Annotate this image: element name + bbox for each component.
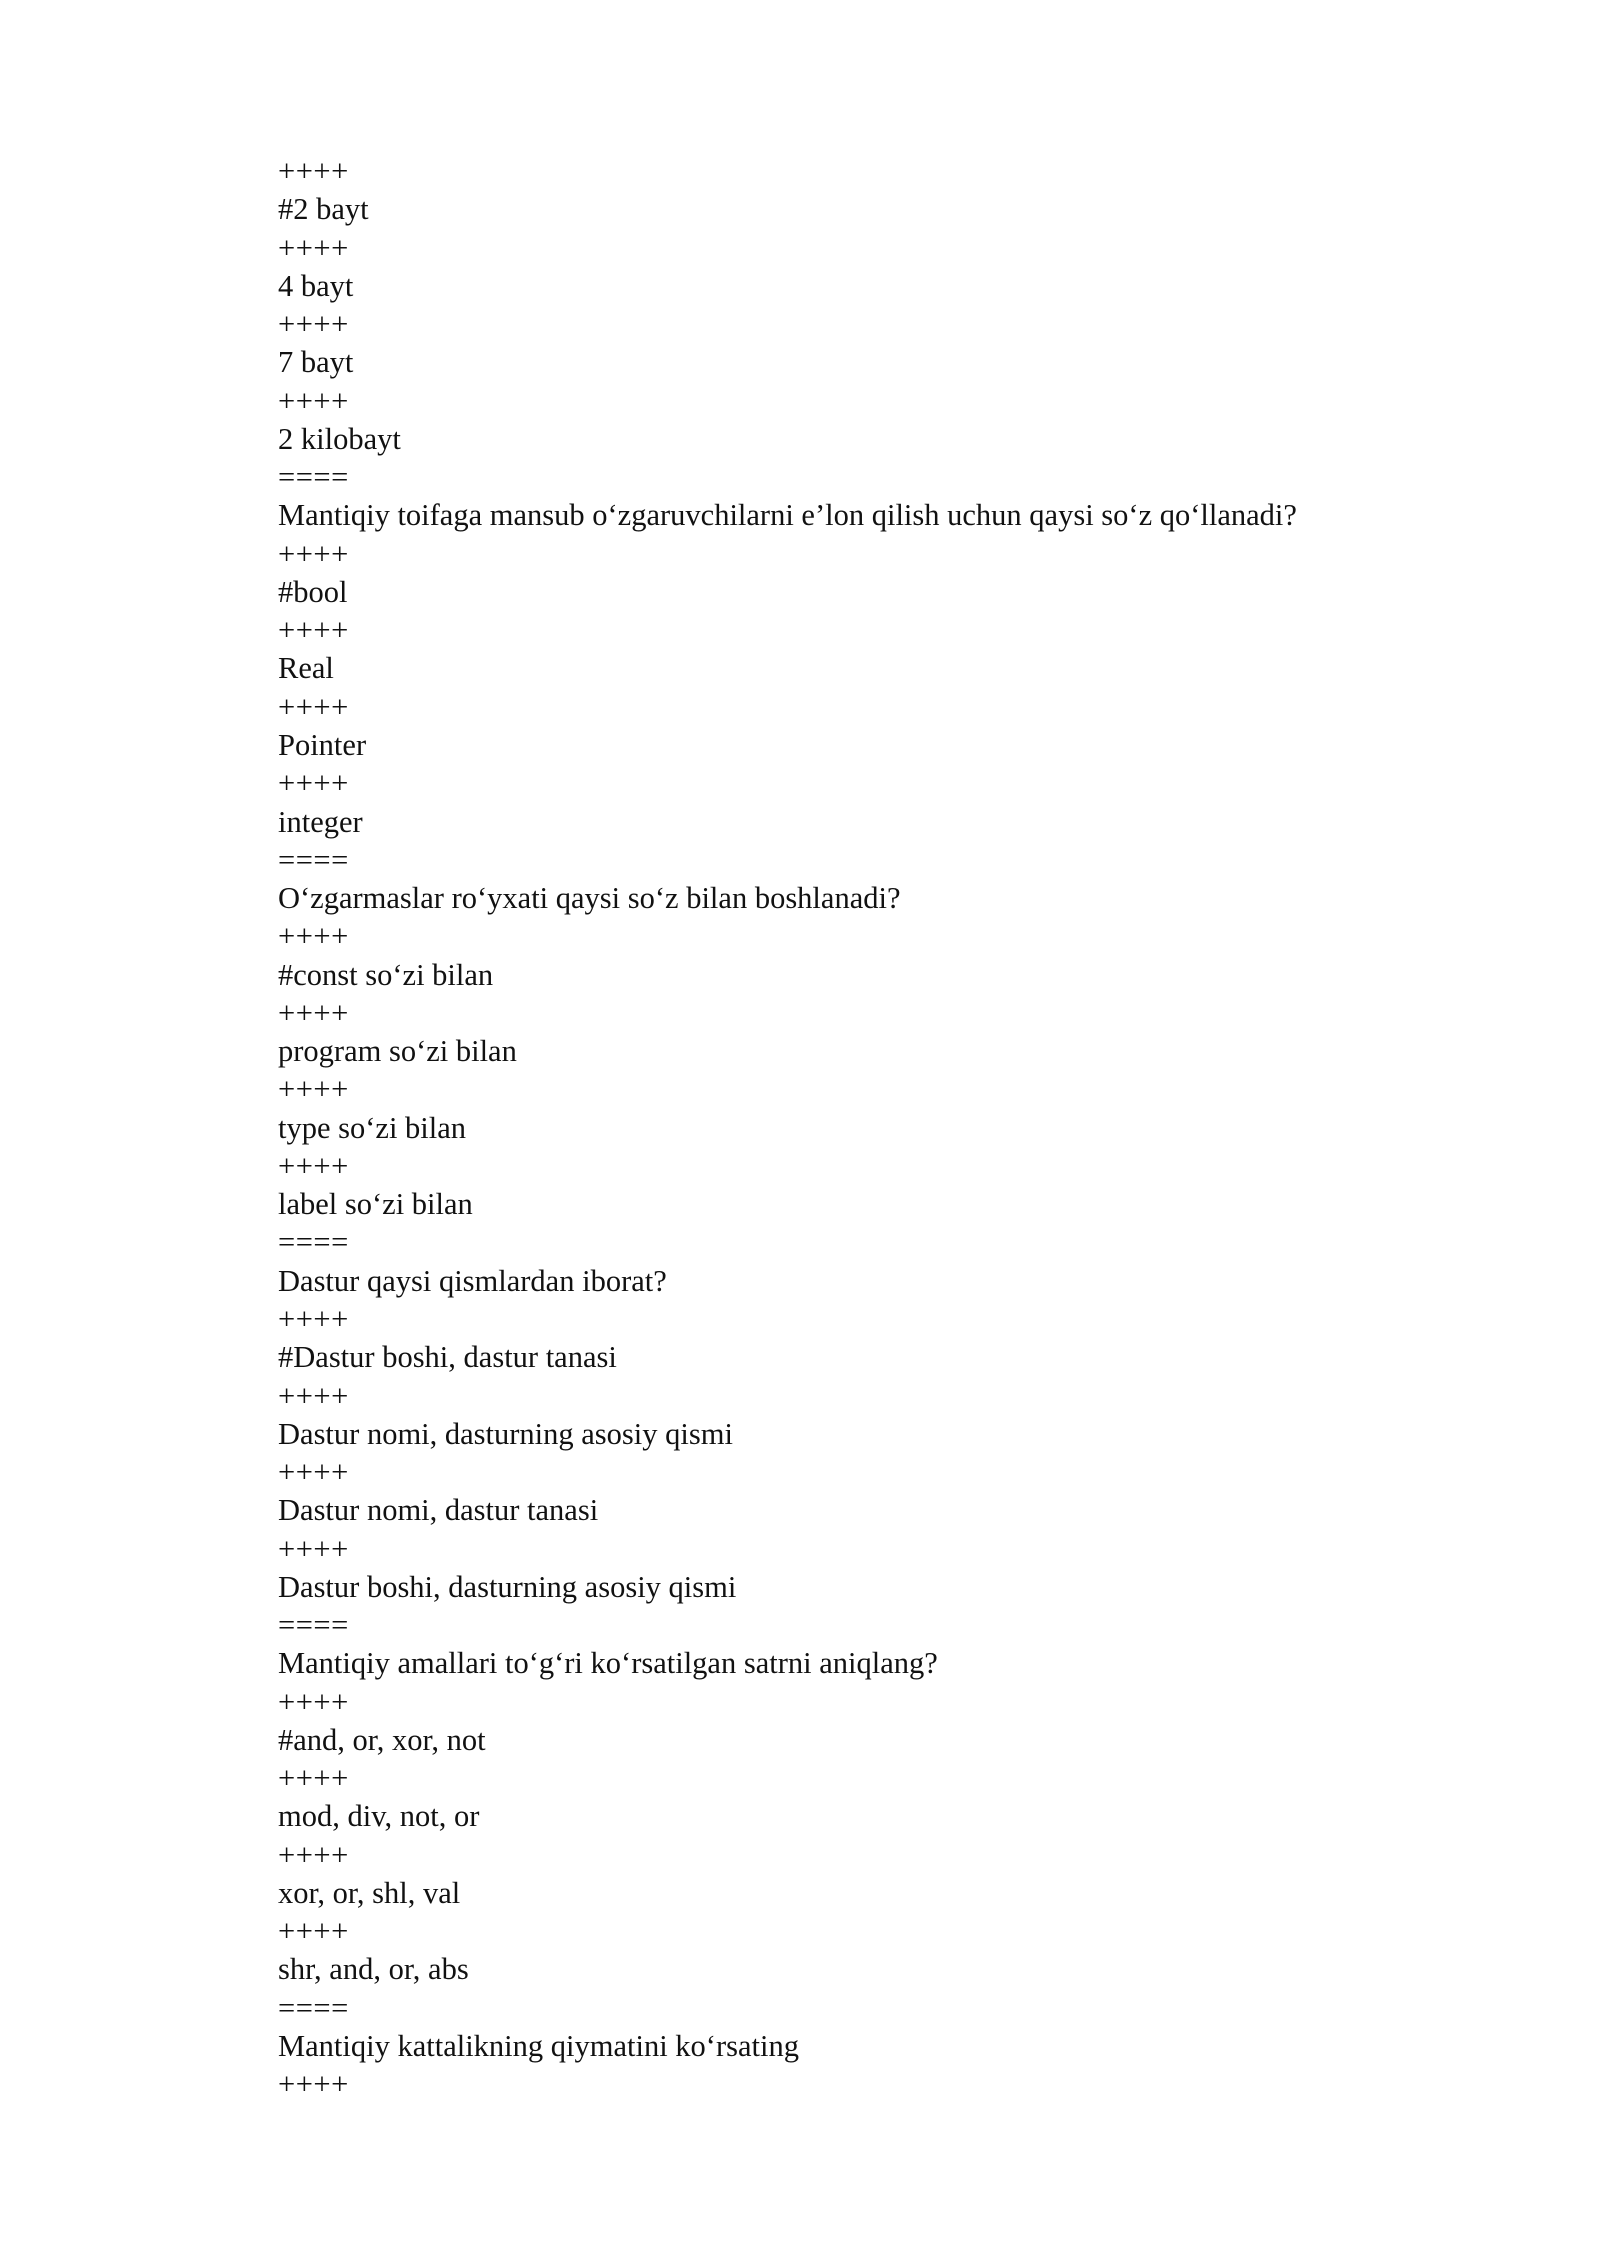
option-separator: ++++ [278, 383, 349, 418]
option-separator: ++++ [278, 919, 349, 954]
option-separator: ++++ [278, 613, 349, 648]
option-separator: ++++ [278, 536, 349, 571]
option-separator: ++++ [278, 1455, 349, 1490]
text-line: Mantiqiy kattalikning qiymatini ko‘rsating [278, 2029, 799, 2064]
text-line: 2 kilobayt [278, 421, 401, 456]
text-line: type so‘zi bilan [278, 1110, 467, 1145]
text-line: Pointer [278, 727, 367, 762]
text-line: O‘zgarmaslar ro‘yxati qaysi so‘z bilan boshlanadi? [278, 881, 901, 916]
correct-answer-line: #2 bayt [278, 192, 369, 227]
option-separator: ++++ [278, 766, 349, 801]
option-separator: ++++ [278, 1072, 349, 1107]
text-line: Dastur nomi, dastur tanasi [278, 1493, 599, 1528]
question-separator: ==== [278, 842, 349, 877]
option-separator: ++++ [278, 1914, 349, 1949]
text-line: Mantiqiy amallari to‘g‘ri ko‘rsatilgan satrni aniqlang? [278, 1646, 938, 1681]
correct-answer-line: #and, or, xor, not [278, 1722, 486, 1757]
option-separator: ++++ [278, 689, 349, 724]
text-line: Dastur nomi, dasturning asosiy qismi [278, 1416, 733, 1451]
option-separator: ++++ [278, 2067, 349, 2102]
text-line: Dastur boshi, dasturning asosiy qismi [278, 1569, 737, 1604]
option-separator: ++++ [278, 1531, 349, 1566]
option-separator: ++++ [278, 1301, 349, 1336]
option-separator: ++++ [278, 230, 349, 265]
text-line: 4 bayt [278, 268, 354, 303]
option-separator: ++++ [278, 1837, 349, 1872]
correct-answer-line: #const so‘zi bilan [278, 957, 494, 992]
option-separator: ++++ [278, 1378, 349, 1413]
option-separator: ++++ [278, 1684, 349, 1719]
option-separator: ++++ [278, 154, 349, 188]
text-line: 7 bayt [278, 345, 354, 380]
option-separator: ++++ [278, 307, 349, 342]
question-separator: ==== [278, 1225, 349, 1260]
document-body [278, 152, 1478, 2104]
text-line: Mantiqiy toifaga mansub o‘zgaruvchilarni e’lon qilish uchun qaysi so‘z qo‘llanadi? [278, 498, 1297, 533]
text-line: shr, and, or, abs [278, 1952, 469, 1987]
option-separator: ++++ [278, 1761, 349, 1796]
correct-answer-line: #Dastur boshi, dastur tanasi [278, 1340, 617, 1375]
text-line: integer [278, 804, 363, 839]
text-line: program so‘zi bilan [278, 1034, 517, 1069]
text-line: mod, div, not, or [278, 1799, 480, 1834]
text-line: label so‘zi bilan [278, 1187, 473, 1222]
option-separator: ++++ [278, 995, 349, 1030]
question-separator: ==== [278, 1608, 349, 1643]
question-separator: ==== [278, 1990, 349, 2025]
text-line: Real [278, 651, 334, 686]
correct-answer-line: #bool [278, 574, 348, 609]
text-line: Dastur qaysi qismlardan iborat? [278, 1263, 667, 1298]
text-line: xor, or, shl, val [278, 1875, 461, 1910]
option-separator: ++++ [278, 1148, 349, 1183]
question-separator: ==== [278, 460, 349, 495]
